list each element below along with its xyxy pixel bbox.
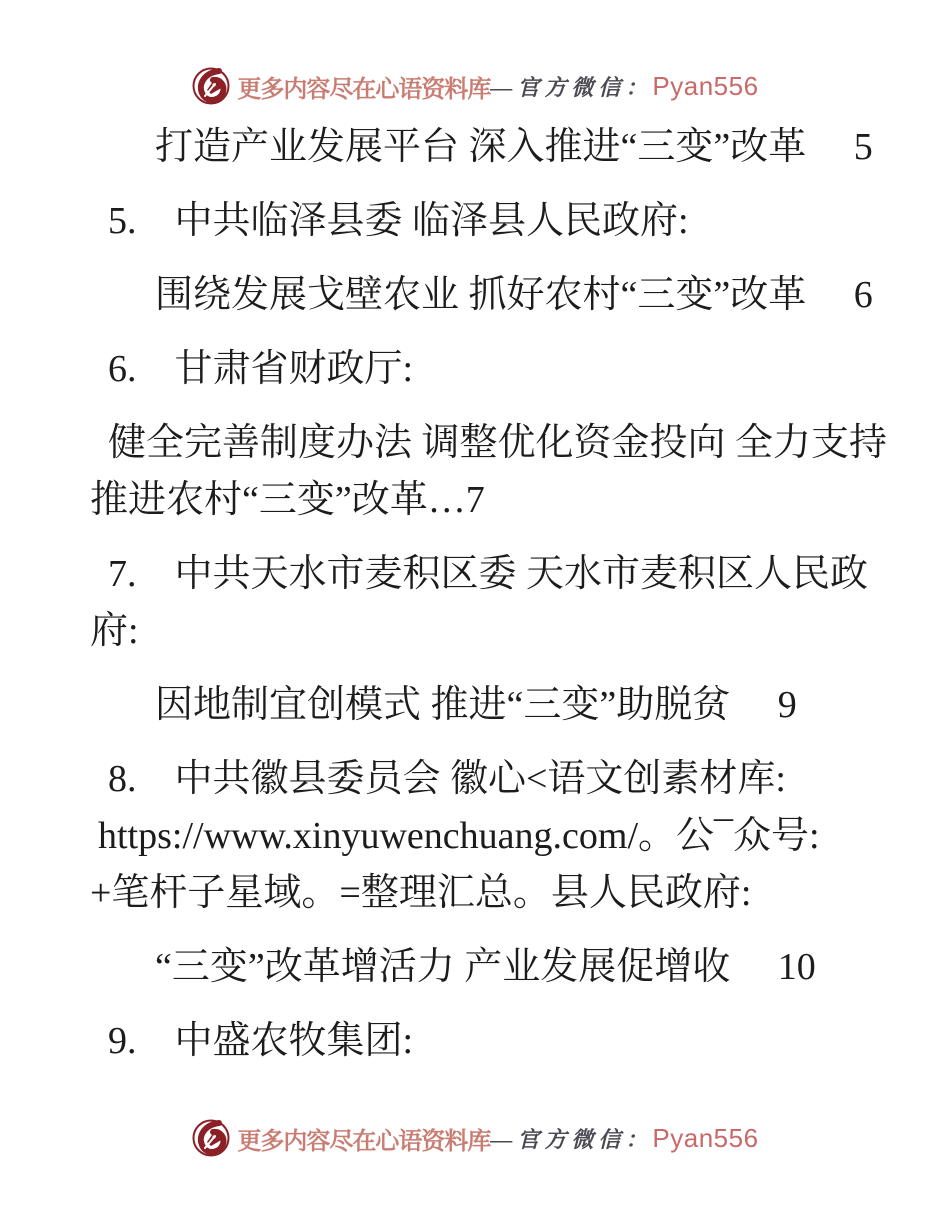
toc-line: +笔杆子星域。=整理汇总。县人民政府: [90,872,752,914]
footer-watermark [0,1116,950,1160]
watermark-wechat-id: Pyan556 [652,1122,759,1153]
toc-paragraph [0,939,950,996]
toc-line: 打造产业发展平台 深入推进“三变”改革 5 [155,126,873,168]
toc-paragraph [0,1013,950,1070]
toc-line: https://www.xinyuwenchuang.com/。公¯众号: [98,815,820,857]
toc-paragraph [0,341,950,398]
toc-paragraph [0,751,950,922]
toc-line: 府: [90,610,139,652]
toc-line: 9. 中盛农牧集团: [108,1020,414,1062]
toc-paragraph [0,415,950,529]
toc-content [0,119,950,1087]
watermark-wechat-label: —官方微信： [490,1126,653,1152]
pen-logo-icon [191,64,231,108]
toc-line: 围绕发展戈壁农业 抓好农村“三变”改革 6 [155,274,873,316]
toc-line: 7. 中共天水市麦积区委 天水市麦积区人民政 [108,553,869,595]
toc-paragraph [0,193,950,250]
toc-line: 因地制宜创模式 推进“三变”助脱贫 9 [155,684,797,726]
watermark-brand-text: 更多内容尽在心语资料库 [237,76,491,103]
toc-paragraph [0,677,950,734]
header-watermark [0,64,950,108]
toc-line: 推进农村“三变”改革…7 [90,479,485,521]
toc-line: 6. 甘肃省财政厅: [108,348,414,390]
toc-line: 健全完善制度办法 调整优化资金投向 全力支持 [108,422,888,464]
toc-paragraph [0,267,950,324]
watermark-wechat-id: Pyan556 [652,70,759,101]
toc-line: “三变”改革增活力 产业发展促增收 10 [155,946,816,988]
toc-paragraph [0,119,950,176]
watermark-wechat-label: —官方微信： [490,74,653,100]
watermark-brand-text: 更多内容尽在心语资料库 [237,1128,491,1155]
toc-line: 8. 中共徽县委员会 徽心<语文创素材库: [108,758,786,800]
pen-logo-icon [191,1116,231,1160]
toc-line: 5. 中共临泽县委 临泽县人民政府: [108,200,689,242]
toc-paragraph [0,546,950,660]
